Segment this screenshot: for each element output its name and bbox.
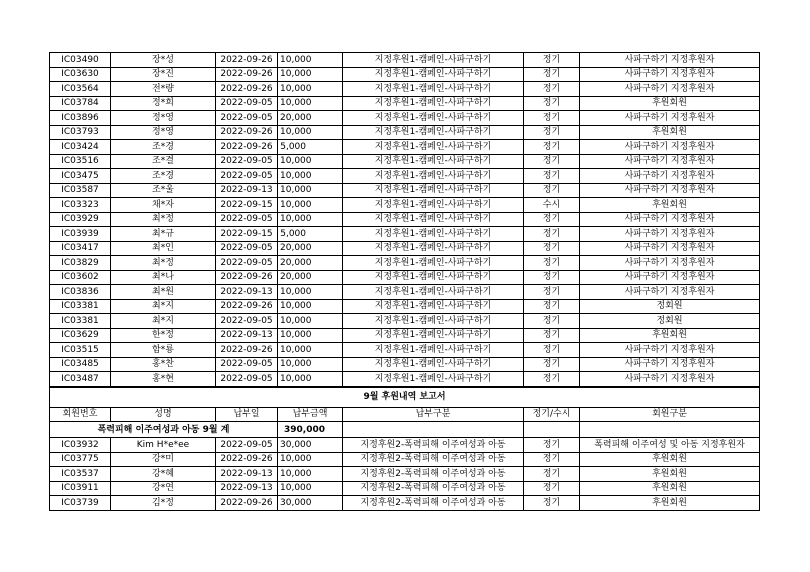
cell-category: 지정후원1-캠페인-사파구하기	[343, 285, 524, 300]
cell-type: 정기	[524, 270, 580, 285]
table-row	[50, 372, 760, 387]
cell-category: 지정후원1-캠페인-사파구하기	[343, 198, 524, 213]
cell-amount: 10,000	[278, 154, 343, 169]
cell-amount: 20,000	[278, 270, 343, 285]
cell-date: 2022-09-05	[216, 212, 278, 227]
cell-amount: 10,000	[278, 467, 343, 482]
cell-name: 김*정	[111, 496, 216, 511]
cell-name: 함*룡	[111, 343, 216, 358]
cell-category: 지정후원1-캠페인-사파구하기	[343, 212, 524, 227]
cell-name: 채*자	[111, 198, 216, 213]
cell-date: 2022-09-13	[216, 183, 278, 198]
table-row	[50, 96, 760, 111]
cell-type: 정기	[524, 299, 580, 314]
table-row	[50, 481, 760, 496]
cell-member-id: IC03739	[50, 496, 111, 511]
table-row	[50, 183, 760, 198]
cell-amount: 10,000	[278, 299, 343, 314]
cell-type: 정기	[524, 256, 580, 271]
table-row	[50, 467, 760, 482]
cell-date: 2022-09-26	[216, 270, 278, 285]
cell-member-id: IC03564	[50, 82, 111, 97]
subtotal-label: 폭력피해 이주여성과 아동 9월 계	[50, 422, 278, 438]
cell-amount: 10,000	[278, 452, 343, 467]
table-row	[50, 285, 760, 300]
cell-type: 정기	[524, 212, 580, 227]
cell-name: 정*영	[111, 125, 216, 140]
cell-name: 강*미	[111, 452, 216, 467]
cell-date: 2022-09-05	[216, 372, 278, 387]
cell-member-id: IC03829	[50, 256, 111, 271]
cell-name: 최*지	[111, 299, 216, 314]
cell-date: 2022-09-05	[216, 357, 278, 372]
cell-category: 지정후원1-캠페인-사파구하기	[343, 140, 524, 155]
cell-member-id: IC03602	[50, 270, 111, 285]
cell-date: 2022-09-05	[216, 314, 278, 329]
cell-amount: 10,000	[278, 53, 343, 68]
cell-member-type: 후원회원	[580, 467, 760, 482]
cell-member-type: 사파구하기 지정후원자	[580, 285, 760, 300]
cell-category: 지정후원1-캠페인-사파구하기	[343, 53, 524, 68]
cell-type: 정기	[524, 67, 580, 82]
table-row	[50, 212, 760, 227]
cell-type: 정기	[524, 285, 580, 300]
cell-type: 정기	[524, 328, 580, 343]
cell-name: 장*성	[111, 53, 216, 68]
cell-member-id: IC03836	[50, 285, 111, 300]
table-row	[50, 357, 760, 372]
cell-type: 정기	[524, 343, 580, 358]
cell-category: 지정후원1-캠페인-사파구하기	[343, 270, 524, 285]
cell-date: 2022-09-26	[216, 125, 278, 140]
table-row	[50, 169, 760, 184]
cell-member-id: IC03381	[50, 299, 111, 314]
cell-type: 정기	[524, 53, 580, 68]
cell-date: 2022-09-26	[216, 496, 278, 511]
cell-category: 지정후원1-캠페인-사파구하기	[343, 125, 524, 140]
cell-category: 지정후원1-캠페인-사파구하기	[343, 67, 524, 82]
cell-type: 정기	[524, 154, 580, 169]
cell-member-id: IC03515	[50, 343, 111, 358]
cell-amount: 10,000	[278, 96, 343, 111]
cell-category: 지정후원1-캠페인-사파구하기	[343, 183, 524, 198]
cell-amount: 10,000	[278, 314, 343, 329]
cell-member-type: 사파구하기 지정후원자	[580, 82, 760, 97]
cell-member-type: 후원회원	[580, 452, 760, 467]
cell-name: 조*경	[111, 169, 216, 184]
cell-member-type: 사파구하기 지정후원자	[580, 256, 760, 271]
cell-member-type: 사파구하기 지정후원자	[580, 241, 760, 256]
cell-name: 조*결	[111, 154, 216, 169]
cell-category: 지정후원2-폭력피해 이주여성과 아동	[343, 467, 524, 482]
cell-member-type: 사파구하기 지정후원자	[580, 111, 760, 126]
report-section	[50, 387, 760, 438]
cell-member-id: IC03911	[50, 481, 111, 496]
cell-member-id: IC03793	[50, 125, 111, 140]
cell-date: 2022-09-26	[216, 343, 278, 358]
table-row	[50, 198, 760, 213]
cell-type: 정기	[524, 183, 580, 198]
table-row	[50, 82, 760, 97]
cell-member-type: 사파구하기 지정후원자	[580, 169, 760, 184]
donation-report-sheet	[49, 52, 759, 511]
cell-member-type: 폭력피해 이주여성 및 아동 지정후원자	[580, 438, 760, 453]
cell-member-type: 후원회원	[580, 125, 760, 140]
table-row	[50, 452, 760, 467]
cell-name: 최*정	[111, 212, 216, 227]
header-name: 성명	[111, 407, 216, 422]
cell-name: 한*정	[111, 328, 216, 343]
cell-member-id: IC03475	[50, 169, 111, 184]
cell-category: 지정후원1-캠페인-사파구하기	[343, 227, 524, 242]
cell-member-id: IC03896	[50, 111, 111, 126]
header-amount: 납부금액	[278, 407, 343, 422]
cell-member-id: IC03516	[50, 154, 111, 169]
cell-member-type: 후원회원	[580, 96, 760, 111]
cell-member-type: 사파구하기 지정후원자	[580, 140, 760, 155]
cell-name: 전*량	[111, 82, 216, 97]
bottom-rows	[50, 438, 760, 511]
cell-category: 지정후원1-캠페인-사파구하기	[343, 241, 524, 256]
cell-type: 정기	[524, 96, 580, 111]
table-row	[50, 328, 760, 343]
table-row	[50, 314, 760, 329]
cell-category: 지정후원2-폭력피해 이주여성과 아동	[343, 438, 524, 453]
cell-category: 지정후원1-캠페인-사파구하기	[343, 299, 524, 314]
top-rows	[50, 53, 760, 387]
cell-member-type: 사파구하기 지정후원자	[580, 67, 760, 82]
cell-type: 정기	[524, 481, 580, 496]
cell-date: 2022-09-26	[216, 67, 278, 82]
cell-type: 정기	[524, 140, 580, 155]
table-row	[50, 227, 760, 242]
cell-amount: 10,000	[278, 82, 343, 97]
cell-date: 2022-09-13	[216, 328, 278, 343]
cell-category: 지정후원1-캠페인-사파구하기	[343, 343, 524, 358]
cell-amount: 10,000	[278, 481, 343, 496]
cell-date: 2022-09-05	[216, 256, 278, 271]
cell-member-id: IC03775	[50, 452, 111, 467]
cell-amount: 10,000	[278, 328, 343, 343]
cell-amount: 10,000	[278, 67, 343, 82]
cell-date: 2022-09-26	[216, 299, 278, 314]
cell-member-id: IC03784	[50, 96, 111, 111]
cell-member-id: IC03323	[50, 198, 111, 213]
cell-member-id: IC03485	[50, 357, 111, 372]
table-row	[50, 299, 760, 314]
cell-amount: 10,000	[278, 372, 343, 387]
cell-type: 정기	[524, 357, 580, 372]
cell-member-type: 후원회원	[580, 328, 760, 343]
cell-type: 정기	[524, 111, 580, 126]
cell-date: 2022-09-05	[216, 154, 278, 169]
cell-type: 수시	[524, 198, 580, 213]
cell-member-type: 사파구하기 지정후원자	[580, 212, 760, 227]
cell-member-id: IC03587	[50, 183, 111, 198]
cell-category: 지정후원1-캠페인-사파구하기	[343, 314, 524, 329]
cell-member-id: IC03939	[50, 227, 111, 242]
cell-type: 정기	[524, 82, 580, 97]
cell-type: 정기	[524, 125, 580, 140]
cell-category: 지정후원1-캠페인-사파구하기	[343, 357, 524, 372]
cell-member-id: IC03537	[50, 467, 111, 482]
subtotal-amount: 390,000	[278, 422, 343, 438]
cell-name: 최*정	[111, 256, 216, 271]
cell-name: 최*원	[111, 285, 216, 300]
table-row	[50, 111, 760, 126]
table-row	[50, 67, 760, 82]
cell-member-type: 사파구하기 지정후원자	[580, 53, 760, 68]
cell-category: 지정후원1-캠페인-사파구하기	[343, 328, 524, 343]
column-header-row	[50, 407, 760, 422]
cell-name: 강*혜	[111, 467, 216, 482]
cell-category: 지정후원1-캠페인-사파구하기	[343, 82, 524, 97]
cell-amount: 20,000	[278, 256, 343, 271]
cell-date: 2022-09-26	[216, 452, 278, 467]
subtotal-empty	[343, 422, 524, 438]
cell-category: 지정후원1-캠페인-사파구하기	[343, 256, 524, 271]
cell-member-type: 사파구하기 지정후원자	[580, 372, 760, 387]
table-row	[50, 140, 760, 155]
cell-type: 정기	[524, 169, 580, 184]
cell-name: Kim H*e*ee	[111, 438, 216, 453]
cell-type: 정기	[524, 452, 580, 467]
cell-member-id: IC03630	[50, 67, 111, 82]
cell-member-id: IC03381	[50, 314, 111, 329]
table-row	[50, 256, 760, 271]
cell-date: 2022-09-05	[216, 438, 278, 453]
cell-amount: 20,000	[278, 241, 343, 256]
cell-date: 2022-09-26	[216, 140, 278, 155]
header-date: 납부일	[216, 407, 278, 422]
cell-member-type: 사파구하기 지정후원자	[580, 183, 760, 198]
cell-date: 2022-09-05	[216, 96, 278, 111]
cell-date: 2022-09-05	[216, 241, 278, 256]
cell-category: 지정후원2-폭력피해 이주여성과 아동	[343, 496, 524, 511]
cell-member-type: 사파구하기 지정후원자	[580, 343, 760, 358]
cell-member-id: IC03932	[50, 438, 111, 453]
cell-amount: 20,000	[278, 111, 343, 126]
cell-name: 조*울	[111, 183, 216, 198]
cell-category: 지정후원2-폭력피해 이주여성과 아동	[343, 452, 524, 467]
cell-date: 2022-09-05	[216, 111, 278, 126]
table-row	[50, 438, 760, 453]
subtotal-empty	[524, 422, 580, 438]
cell-category: 지정후원1-캠페인-사파구하기	[343, 169, 524, 184]
header-member-id: 회원번호	[50, 407, 111, 422]
cell-member-type: 후원회원	[580, 481, 760, 496]
header-category: 납부구분	[343, 407, 524, 422]
cell-category: 지정후원1-캠페인-사파구하기	[343, 111, 524, 126]
cell-type: 정기	[524, 241, 580, 256]
cell-member-id: IC03417	[50, 241, 111, 256]
cell-date: 2022-09-13	[216, 285, 278, 300]
cell-name: 정*영	[111, 111, 216, 126]
cell-member-type: 후원회원	[580, 198, 760, 213]
cell-member-type: 후원회원	[580, 496, 760, 511]
cell-member-id: IC03424	[50, 140, 111, 155]
cell-type: 정기	[524, 372, 580, 387]
cell-name: 최*나	[111, 270, 216, 285]
report-title: 9월 후원내역 보고서	[50, 387, 760, 408]
cell-name: 최*규	[111, 227, 216, 242]
cell-name: 장*진	[111, 67, 216, 82]
cell-amount: 10,000	[278, 125, 343, 140]
cell-date: 2022-09-26	[216, 53, 278, 68]
cell-category: 지정후원1-캠페인-사파구하기	[343, 372, 524, 387]
cell-name: 강*연	[111, 481, 216, 496]
cell-member-id: IC03490	[50, 53, 111, 68]
cell-amount: 5,000	[278, 227, 343, 242]
cell-type: 정기	[524, 496, 580, 511]
cell-member-type: 정회원	[580, 314, 760, 329]
cell-date: 2022-09-15	[216, 227, 278, 242]
cell-member-id: IC03487	[50, 372, 111, 387]
cell-amount: 10,000	[278, 357, 343, 372]
cell-amount: 10,000	[278, 343, 343, 358]
cell-date: 2022-09-15	[216, 198, 278, 213]
table-row	[50, 53, 760, 68]
cell-member-id: IC03629	[50, 328, 111, 343]
table-row	[50, 125, 760, 140]
cell-amount: 30,000	[278, 496, 343, 511]
subtotal-empty	[580, 422, 760, 438]
cell-member-id: IC03929	[50, 212, 111, 227]
table-row	[50, 343, 760, 358]
cell-type: 정기	[524, 227, 580, 242]
cell-date: 2022-09-26	[216, 82, 278, 97]
cell-type: 정기	[524, 467, 580, 482]
cell-member-type: 사파구하기 지정후원자	[580, 227, 760, 242]
cell-category: 지정후원2-폭력피해 이주여성과 아동	[343, 481, 524, 496]
cell-name: 조*경	[111, 140, 216, 155]
report-title-row	[50, 387, 760, 408]
cell-name: 홍*찬	[111, 357, 216, 372]
cell-date: 2022-09-05	[216, 169, 278, 184]
subtotal-row	[50, 422, 760, 438]
cell-amount: 10,000	[278, 183, 343, 198]
table-row	[50, 496, 760, 511]
cell-amount: 10,000	[278, 198, 343, 213]
table-row	[50, 270, 760, 285]
cell-name: 정*희	[111, 96, 216, 111]
cell-name: 홍*현	[111, 372, 216, 387]
cell-date: 2022-09-13	[216, 467, 278, 482]
cell-category: 지정후원1-캠페인-사파구하기	[343, 96, 524, 111]
cell-member-type: 사파구하기 지정후원자	[580, 154, 760, 169]
header-member-type: 회원구분	[580, 407, 760, 422]
table-row	[50, 154, 760, 169]
cell-member-type: 사파구하기 지정후원자	[580, 270, 760, 285]
cell-member-type: 정회원	[580, 299, 760, 314]
cell-name: 최*인	[111, 241, 216, 256]
cell-name: 최*지	[111, 314, 216, 329]
cell-type: 정기	[524, 438, 580, 453]
cell-category: 지정후원1-캠페인-사파구하기	[343, 154, 524, 169]
cell-amount: 10,000	[278, 169, 343, 184]
cell-type: 정기	[524, 314, 580, 329]
cell-amount: 5,000	[278, 140, 343, 155]
donation-table	[49, 52, 760, 511]
cell-amount: 30,000	[278, 438, 343, 453]
cell-amount: 10,000	[278, 285, 343, 300]
cell-member-type: 사파구하기 지정후원자	[580, 357, 760, 372]
header-type: 정기/수시	[524, 407, 580, 422]
cell-date: 2022-09-13	[216, 481, 278, 496]
table-row	[50, 241, 760, 256]
cell-amount: 10,000	[278, 212, 343, 227]
